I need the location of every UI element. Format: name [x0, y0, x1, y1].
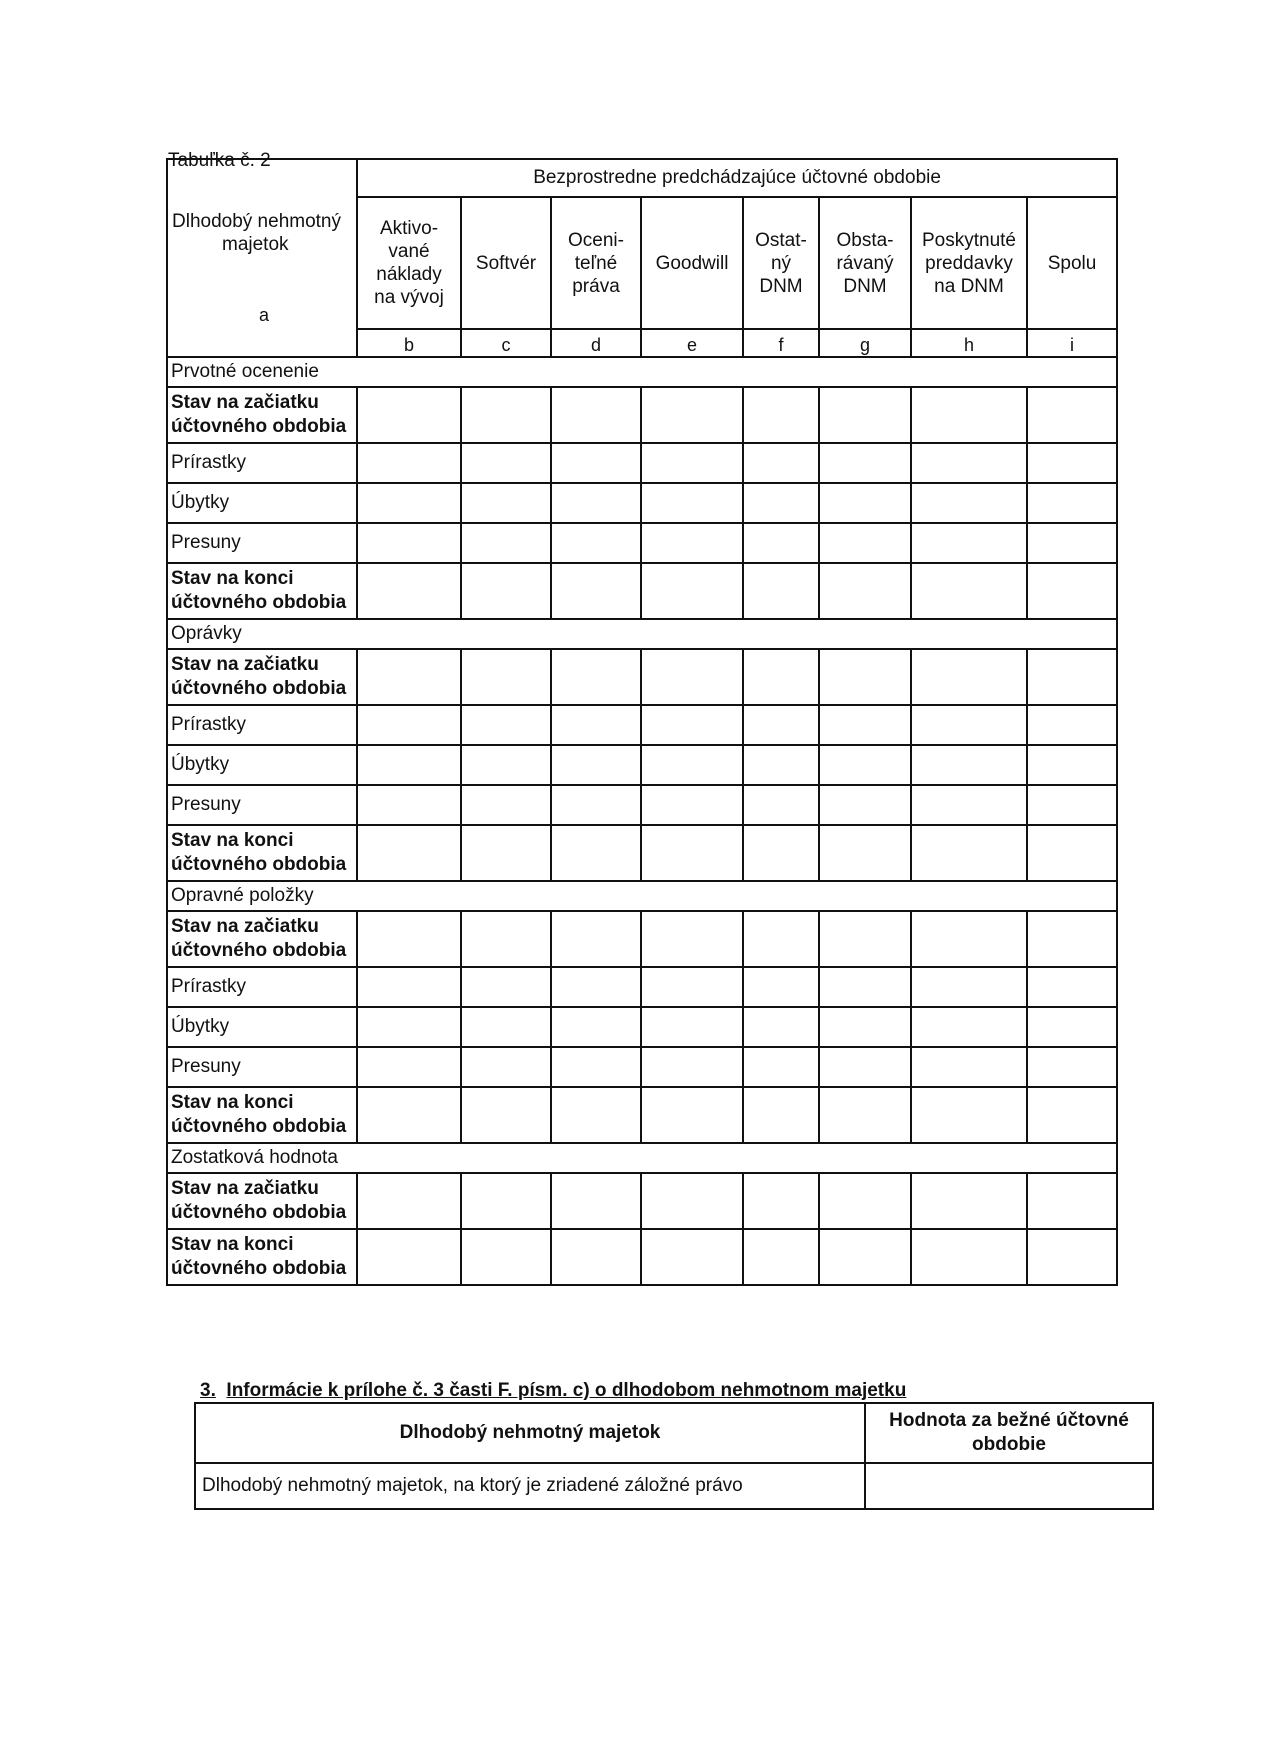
value-cell[interactable] [911, 705, 1027, 745]
value-cell[interactable] [551, 1007, 641, 1047]
value-cell[interactable] [461, 911, 551, 967]
value-cell[interactable] [357, 1007, 461, 1047]
value-cell[interactable] [641, 1173, 743, 1229]
value-cell[interactable] [641, 911, 743, 967]
value-cell[interactable] [641, 649, 743, 705]
value-cell[interactable] [1027, 967, 1117, 1007]
row-label: Stav na začiatku účtovného obdobia [167, 1173, 357, 1229]
value-cell[interactable] [641, 967, 743, 1007]
column-letter: c [461, 329, 551, 357]
value-cell[interactable] [461, 1047, 551, 1087]
table-row [167, 563, 1117, 619]
value-cell[interactable] [819, 785, 911, 825]
value-cell[interactable] [357, 523, 461, 563]
section-title: Oprávky [167, 619, 1117, 649]
row-label: Úbytky [167, 483, 357, 523]
value-cell[interactable] [911, 523, 1027, 563]
value-cell[interactable] [551, 745, 641, 785]
value-cell[interactable] [357, 1173, 461, 1229]
value-cell[interactable] [1027, 785, 1117, 825]
table-caption: Tabuľka č. 2 [168, 150, 271, 171]
value-cell[interactable] [357, 785, 461, 825]
row-label: Stav na konci účtovného obdobia [167, 563, 357, 619]
value-cell[interactable] [551, 523, 641, 563]
section-title: Zostatková hodnota [167, 1143, 1117, 1173]
section-3-number: 3. [200, 1380, 216, 1401]
table-row [167, 785, 1117, 825]
value-cell[interactable] [819, 825, 911, 881]
column-letter: b [357, 329, 461, 357]
value-cell[interactable] [461, 1229, 551, 1285]
value-cell[interactable] [1027, 705, 1117, 745]
row-label: Presuny [167, 523, 357, 563]
value-cell[interactable] [461, 705, 551, 745]
value-cell[interactable] [641, 705, 743, 745]
value-cell[interactable] [911, 1173, 1027, 1229]
value-cell[interactable] [551, 1229, 641, 1285]
value-cell[interactable] [819, 911, 911, 967]
first-column-header: Dlhodobý nehmotný majetok a [167, 159, 357, 357]
value-cell[interactable] [551, 825, 641, 881]
value-cell[interactable] [819, 443, 911, 483]
value-cell[interactable] [743, 785, 819, 825]
value-cell[interactable] [461, 825, 551, 881]
column-letter: f [743, 329, 819, 357]
value-cell[interactable] [1027, 1229, 1117, 1285]
value-cell[interactable] [743, 911, 819, 967]
value-cell[interactable] [911, 785, 1027, 825]
row-label: Stav na konci účtovného obdobia [167, 825, 357, 881]
value-cell[interactable] [551, 705, 641, 745]
row-label: Presuny [167, 785, 357, 825]
pledged-assets-table [194, 1402, 1154, 1510]
table-row [167, 1047, 1117, 1087]
value-cell[interactable] [641, 785, 743, 825]
value-cell[interactable] [357, 1229, 461, 1285]
section-title: Opravné položky [167, 881, 1117, 911]
value-cell[interactable] [1027, 1087, 1117, 1143]
value-cell[interactable] [551, 911, 641, 967]
row-label: Stav na konci účtovného obdobia [167, 1087, 357, 1143]
value-cell[interactable] [819, 649, 911, 705]
column-header: Poskytnuté preddavky na DNM [911, 197, 1027, 329]
value-cell[interactable] [819, 523, 911, 563]
value-cell[interactable] [911, 443, 1027, 483]
table-row [167, 387, 1117, 443]
value-cell[interactable] [743, 1173, 819, 1229]
value-cell[interactable] [641, 1047, 743, 1087]
row-label: Prírastky [167, 967, 357, 1007]
value-cell[interactable] [1027, 745, 1117, 785]
row-label: Stav na začiatku účtovného obdobia [167, 649, 357, 705]
value-cell[interactable] [911, 387, 1027, 443]
row-label: Stav na začiatku účtovného obdobia [167, 911, 357, 967]
value-cell[interactable] [1027, 649, 1117, 705]
value-cell[interactable] [461, 1087, 551, 1143]
value-cell[interactable] [743, 1087, 819, 1143]
value-cell[interactable] [911, 1087, 1027, 1143]
value-cell[interactable] [461, 523, 551, 563]
value-cell[interactable] [743, 967, 819, 1007]
value-cell[interactable] [743, 563, 819, 619]
value-cell[interactable] [357, 1047, 461, 1087]
value-cell[interactable] [911, 967, 1027, 1007]
value-cell[interactable] [641, 483, 743, 523]
value-cell[interactable] [911, 1007, 1027, 1047]
table-row [167, 443, 1117, 483]
section-title: Prvotné ocenenie [167, 357, 1117, 387]
value-cell[interactable] [461, 483, 551, 523]
value-cell[interactable] [819, 1173, 911, 1229]
row-label: Presuny [167, 1047, 357, 1087]
column-letter: h [911, 329, 1027, 357]
column-letter: i [1027, 329, 1117, 357]
value-cell[interactable] [743, 387, 819, 443]
value-cell[interactable] [911, 911, 1027, 967]
value-cell[interactable] [461, 1007, 551, 1047]
value-cell[interactable] [551, 483, 641, 523]
value-cell[interactable] [551, 1087, 641, 1143]
value-cell[interactable] [551, 387, 641, 443]
value-cell[interactable] [357, 911, 461, 967]
value-cell[interactable] [461, 1173, 551, 1229]
column-header: Aktivo- vané náklady na vývoj [357, 197, 461, 329]
value-cell[interactable] [461, 785, 551, 825]
period-header: Bezprostredne predchádzajúce účtovné obdobie [357, 159, 1117, 197]
value-cell[interactable] [641, 1007, 743, 1047]
value-cell[interactable] [357, 387, 461, 443]
column-letter: a [258, 305, 269, 325]
value-cell[interactable] [819, 387, 911, 443]
value-cell[interactable] [357, 967, 461, 1007]
row-label: Prírastky [167, 705, 357, 745]
value-cell[interactable] [461, 967, 551, 1007]
value-cell[interactable] [819, 745, 911, 785]
value-cell[interactable] [1027, 911, 1117, 967]
value-cell[interactable] [461, 649, 551, 705]
value-cell[interactable] [743, 745, 819, 785]
value-cell[interactable] [911, 745, 1027, 785]
value-cell[interactable] [551, 1047, 641, 1087]
row-label: Prírastky [167, 443, 357, 483]
value-cell[interactable] [911, 563, 1027, 619]
value-cell[interactable] [1027, 563, 1117, 619]
table-row [167, 483, 1117, 523]
value-cell[interactable] [1027, 483, 1117, 523]
table-row [167, 649, 1117, 705]
row-label: Stav na začiatku účtovného obdobia [167, 387, 357, 443]
value-cell[interactable] [743, 825, 819, 881]
table-row [167, 523, 1117, 563]
value-cell[interactable] [641, 523, 743, 563]
value-cell[interactable] [1027, 523, 1117, 563]
value-cell[interactable] [357, 705, 461, 745]
row-label: Úbytky [167, 1007, 357, 1047]
column-header: Oceni- teľné práva [551, 197, 641, 329]
value-cell[interactable] [1027, 443, 1117, 483]
value-cell[interactable] [819, 483, 911, 523]
table-row [167, 911, 1117, 967]
value-cell[interactable] [551, 967, 641, 1007]
section-3-heading: Informácie k prílohe č. 3 časti F. písm. c) o dlhodobom nehmotnom majetku [226, 1380, 907, 1401]
table-row [167, 1087, 1117, 1143]
table-row [167, 745, 1117, 785]
value-cell[interactable] [819, 705, 911, 745]
value-cell[interactable] [1027, 825, 1117, 881]
value-cell[interactable] [641, 563, 743, 619]
pledged-assets-label: Dlhodobý nehmotný majetok, na ktorý je zriadené záložné právo [195, 1463, 865, 1509]
table-row [167, 967, 1117, 1007]
value-cell[interactable] [641, 825, 743, 881]
value-cell[interactable] [641, 1087, 743, 1143]
pledged-assets-header: Dlhodobý nehmotný majetok [195, 1403, 865, 1463]
value-cell[interactable] [461, 563, 551, 619]
value-cell[interactable] [743, 1007, 819, 1047]
value-cell[interactable] [357, 649, 461, 705]
value-cell[interactable] [357, 563, 461, 619]
value-cell[interactable] [357, 483, 461, 523]
value-cell[interactable] [743, 443, 819, 483]
intangible-assets-table [166, 158, 1118, 1286]
value-cell[interactable] [819, 563, 911, 619]
column-header: Obsta- rávaný DNM [819, 197, 911, 329]
value-cell[interactable] [461, 443, 551, 483]
column-letter: e [641, 329, 743, 357]
column-header: Softvér [461, 197, 551, 329]
value-cell[interactable] [911, 825, 1027, 881]
table-row [167, 1229, 1117, 1285]
value-cell[interactable] [911, 1047, 1027, 1087]
column-header: Spolu [1027, 197, 1117, 329]
value-cell[interactable] [743, 705, 819, 745]
value-cell[interactable] [357, 1087, 461, 1143]
value-cell[interactable] [357, 443, 461, 483]
value-cell[interactable] [911, 1229, 1027, 1285]
value-cell[interactable] [911, 483, 1027, 523]
value-cell[interactable] [461, 745, 551, 785]
value-cell[interactable] [357, 825, 461, 881]
value-cell[interactable] [1027, 1047, 1117, 1087]
value-cell[interactable] [819, 1007, 911, 1047]
value-cell[interactable] [911, 649, 1027, 705]
value-cell[interactable] [641, 387, 743, 443]
section-3-title [200, 1380, 906, 1402]
value-cell[interactable] [641, 1229, 743, 1285]
value-cell[interactable] [819, 1087, 911, 1143]
table-row [167, 825, 1117, 881]
row-label: Úbytky [167, 745, 357, 785]
column-header: Goodwill [641, 197, 743, 329]
value-cell[interactable] [551, 563, 641, 619]
value-cell[interactable] [743, 523, 819, 563]
value-cell[interactable] [1027, 1173, 1117, 1229]
row-label: Stav na konci účtovného obdobia [167, 1229, 357, 1285]
value-cell[interactable] [819, 967, 911, 1007]
period-value-header: Hodnota za bežné účtovné obdobie [865, 1403, 1153, 1463]
value-cell[interactable] [1027, 387, 1117, 443]
column-letter: d [551, 329, 641, 357]
table-row [167, 1007, 1117, 1047]
value-cell[interactable] [551, 785, 641, 825]
value-cell[interactable] [819, 1047, 911, 1087]
value-cell[interactable] [641, 745, 743, 785]
value-cell[interactable] [461, 387, 551, 443]
table-row [167, 705, 1117, 745]
value-cell[interactable] [1027, 1007, 1117, 1047]
column-header: Ostat- ný DNM [743, 197, 819, 329]
table-row [167, 1173, 1117, 1229]
value-cell[interactable] [743, 649, 819, 705]
value-cell[interactable] [551, 649, 641, 705]
value-cell[interactable] [819, 1229, 911, 1285]
value-cell[interactable] [743, 1047, 819, 1087]
value-cell[interactable] [551, 1173, 641, 1229]
value-cell[interactable] [743, 1229, 819, 1285]
pledged-assets-value-cell[interactable] [865, 1463, 1153, 1509]
value-cell[interactable] [641, 443, 743, 483]
column-letter: g [819, 329, 911, 357]
value-cell[interactable] [357, 745, 461, 785]
value-cell[interactable] [551, 443, 641, 483]
value-cell[interactable] [743, 483, 819, 523]
